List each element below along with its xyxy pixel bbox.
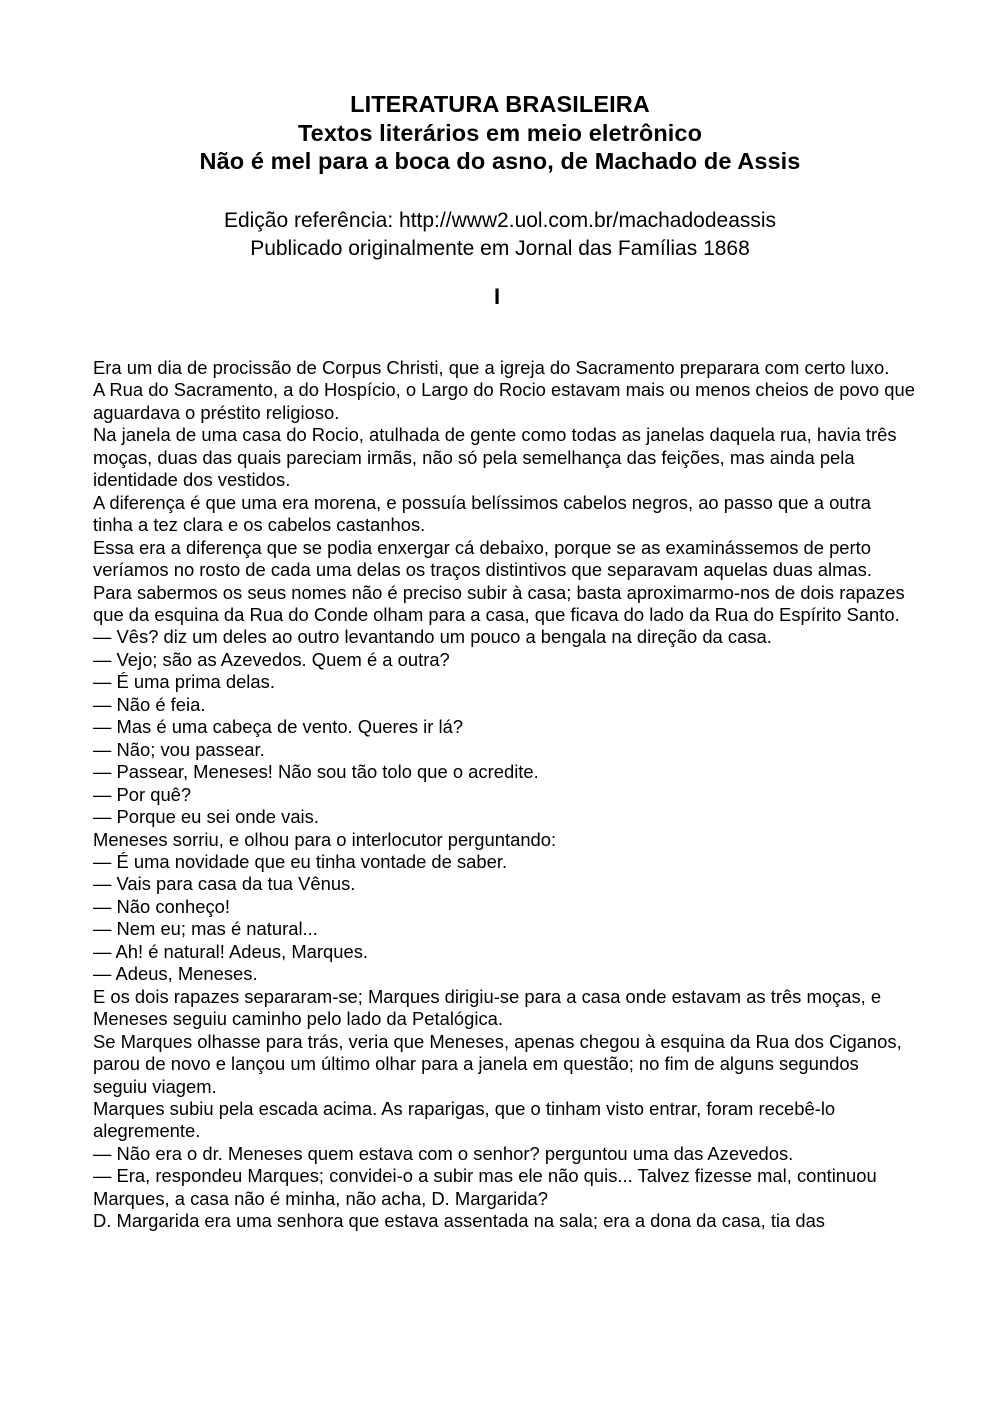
dialogue-line: — Não; vou passear. [93,738,265,760]
paragraph: Meneses sorriu, e olhou para o interlocutor perguntando: [93,828,557,850]
dialogue-line: — Vais para casa da tua Vênus. [93,873,356,895]
original-publication-line: Publicado originalmente em Jornal das Famílias 1868 [250,237,750,260]
paragraph: Se Marques olhasse para trás, veria que Meneses, apenas chegou à esquina da Rua dos Ciganos, parou de novo e lançou um último olhar para a janela em questão; no fim de alguns segundos seguiu viagem. [93,1030,902,1097]
header-title-work: Não é mel para a boca do asno, de Machado de Assis [199,148,801,174]
edition-reference-line: Edição referência: http://www2.uol.com.br/machadodeassis [223,209,777,232]
paragraph: Marques subiu pela escada acima. As raparigas, que o tinham visto entrar, foram recebê-lo alegremente. [93,1097,836,1142]
header-title-collection: LITERATURA BRASILEIRA [350,91,650,117]
dialogue-line: — Adeus, Meneses. [93,963,258,985]
dialogue-line: — Vês? diz um deles ao outro levantando um pouco a bengala na direção da casa. [93,626,772,648]
dialogue-line: — Não era o dr. Meneses quem estava com o senhor? perguntou uma das Azevedos. [93,1142,794,1164]
body-text [93,357,915,1233]
header-title-series: Textos literários em meio eletrônico [297,119,703,146]
dialogue-line: — É uma prima delas. [93,671,275,693]
dialogue-line: — Porque eu sei onde vais. [93,806,319,828]
paragraph: A Rua do Sacramento, a do Hospício, o Largo do Rocio estavam mais ou menos cheios de povo que aguardava o préstito religioso. [93,379,915,423]
edition-reference-block [0,207,1000,263]
paragraph: Era um dia de procissão de Corpus Christi, que a igreja do Sacramento preparara com certo luxo. [93,357,890,378]
paragraph: E os dois rapazes separaram-se; Marques dirigiu-se para a casa onde estavam as três moças, e Meneses seguiu caminho pelo lado da Petalógica. [93,985,882,1030]
dialogue-line: — Não é feia. [93,693,206,715]
dialogue-line: — Por quê? [93,783,192,805]
paragraph: A diferença é que uma era morena, e possuía belíssimos cabelos negros, ao passo que a outra tinha a tez clara e os cabelos castanhos. [93,491,871,536]
dialogue-line: — Mas é uma cabeça de vento. Queres ir lá? [93,716,464,738]
paragraph: Para sabermos os seus nomes não é preciso subir à casa; basta aproximarmo-nos de dois rapazes que da esquina da Rua do Conde olham para a casa, que ficava do lado da Rua do Espírito Santo. [93,581,905,625]
dialogue-line: — É uma novidade que eu tinha vontade de saber. [93,850,508,872]
dialogue-line: — Vejo; são as Azevedos. Quem é a outra? [93,648,450,670]
paragraph: Na janela de uma casa do Rocio, atulhada de gente como todas as janelas daquela rua, havia três moças, duas das quais pareciam irmãs, não só pela semelhança das feições, mas ainda pela identidade dos vestidos. [93,424,897,491]
dialogue-line: — Ah! é natural! Adeus, Marques. [93,940,368,962]
paragraph: D. Margarida era uma senhora que estava assentada na sala; era a dona da casa, tia das [93,1210,825,1232]
dialogue-line: — Não conheço! [93,895,230,917]
paragraph: Essa era a diferença que se podia enxergar cá debaixo, porque se as examinássemos de perto veríamos no rosto de cada uma delas os traços distintivos que separavam aquelas duas almas. [93,536,872,581]
dialogue-line: — Era, respondeu Marques; convidei-o a subir mas ele não quis... Talvez fizesse mal, continuou Marques, a casa não é minha, não acha, D. Margarida? [93,1165,877,1209]
document-header [0,90,1000,176]
section-numeral: I [493,284,501,309]
dialogue-line: — Passear, Meneses! Não sou tão tolo que o acredite. [93,761,539,783]
dialogue-line: — Nem eu; mas é natural... [93,918,318,940]
